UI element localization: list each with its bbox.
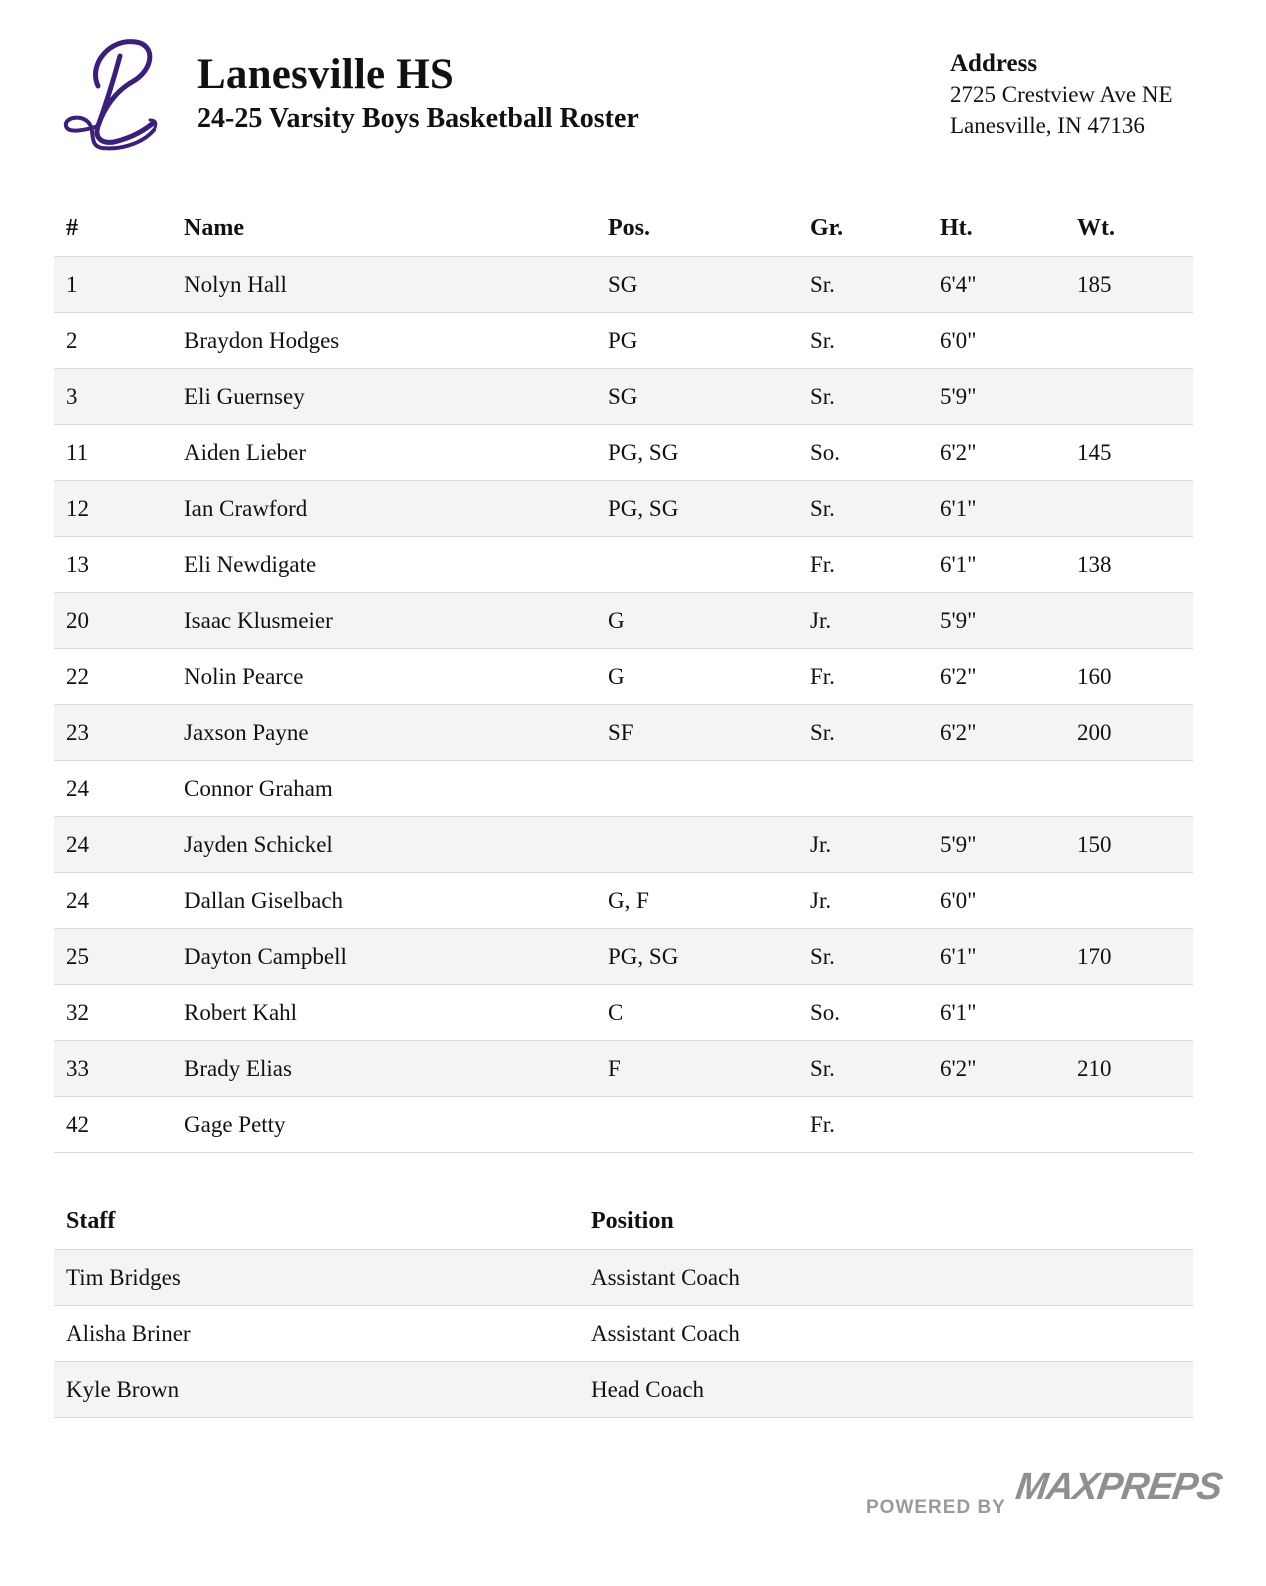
player-row [54, 313, 1193, 369]
player-position: SF [608, 705, 810, 761]
player-position [608, 817, 810, 873]
player-position: PG, SG [608, 481, 810, 537]
player-number: 24 [54, 873, 184, 929]
player-number: 32 [54, 985, 184, 1041]
player-grade: Fr. [810, 537, 940, 593]
player-weight [1077, 313, 1193, 369]
player-number: 2 [54, 313, 184, 369]
staff-header-row [54, 1193, 1193, 1250]
player-name: Eli Newdigate [184, 537, 608, 593]
column-header-weight: Wt. [1077, 200, 1193, 257]
player-row [54, 873, 1193, 929]
player-weight: 170 [1077, 929, 1193, 985]
player-height: 6'0" [940, 313, 1077, 369]
player-height: 6'2" [940, 705, 1077, 761]
column-header-number: # [54, 200, 184, 257]
player-number: 24 [54, 817, 184, 873]
maxpreps-logo[interactable]: MAXPREPS [1013, 1466, 1225, 1508]
player-height: 5'9" [940, 369, 1077, 425]
player-position: SG [608, 257, 810, 313]
player-number: 25 [54, 929, 184, 985]
player-grade: Sr. [810, 705, 940, 761]
player-row [54, 257, 1193, 313]
player-weight: 160 [1077, 649, 1193, 705]
player-grade [810, 761, 940, 817]
column-header-name: Name [184, 200, 608, 257]
staff-position: Assistant Coach [591, 1306, 1193, 1362]
player-weight [1077, 593, 1193, 649]
player-position: PG, SG [608, 929, 810, 985]
column-header-grade: Gr. [810, 200, 940, 257]
player-name: Eli Guernsey [184, 369, 608, 425]
player-grade: Sr. [810, 313, 940, 369]
roster-title: 24-25 Varsity Boys Basketball Roster [197, 103, 639, 134]
address-street: 2725 Crestview Ave NE [950, 82, 1173, 107]
player-name: Dayton Campbell [184, 929, 608, 985]
player-grade: Sr. [810, 369, 940, 425]
player-row [54, 537, 1193, 593]
player-name: Isaac Klusmeier [184, 593, 608, 649]
player-name: Jayden Schickel [184, 817, 608, 873]
player-name: Nolyn Hall [184, 257, 608, 313]
player-position [608, 761, 810, 817]
player-weight [1077, 369, 1193, 425]
school-logo [58, 34, 162, 156]
player-grade: Fr. [810, 1097, 940, 1153]
player-name: Ian Crawford [184, 481, 608, 537]
player-row [54, 481, 1193, 537]
staff-name: Tim Bridges [54, 1250, 591, 1306]
roster-header [0, 0, 1266, 180]
player-weight: 210 [1077, 1041, 1193, 1097]
player-position: G [608, 593, 810, 649]
player-position [608, 537, 810, 593]
powered-by-label: POWERED BY [866, 1497, 1006, 1518]
player-name: Braydon Hodges [184, 313, 608, 369]
player-row [54, 929, 1193, 985]
school-name: Lanesville HS [197, 51, 455, 98]
player-position: PG, SG [608, 425, 810, 481]
staff-table [54, 1193, 1193, 1418]
player-row [54, 985, 1193, 1041]
player-weight [1077, 1097, 1193, 1153]
player-grade: Jr. [810, 817, 940, 873]
column-header-height: Ht. [940, 200, 1077, 257]
player-number: 20 [54, 593, 184, 649]
player-name: Dallan Giselbach [184, 873, 608, 929]
player-name: Brady Elias [184, 1041, 608, 1097]
player-height [940, 1097, 1077, 1153]
player-position: G [608, 649, 810, 705]
player-name: Jaxson Payne [184, 705, 608, 761]
player-height [940, 761, 1077, 817]
staff-row [54, 1362, 1193, 1418]
player-height: 5'9" [940, 817, 1077, 873]
players-table [54, 200, 1193, 1153]
player-name: Nolin Pearce [184, 649, 608, 705]
player-row [54, 369, 1193, 425]
players-header-row [54, 200, 1193, 257]
player-weight [1077, 761, 1193, 817]
staff-row [54, 1306, 1193, 1362]
player-height: 6'1" [940, 985, 1077, 1041]
player-height: 6'1" [940, 929, 1077, 985]
address-city: Lanesville, IN 47136 [950, 113, 1145, 138]
player-weight: 145 [1077, 425, 1193, 481]
player-grade: So. [810, 985, 940, 1041]
player-weight [1077, 985, 1193, 1041]
column-header-staff-position: Position [591, 1193, 1193, 1250]
player-number: 3 [54, 369, 184, 425]
players-body [54, 257, 1193, 1153]
player-number: 1 [54, 257, 184, 313]
player-number: 42 [54, 1097, 184, 1153]
player-number: 24 [54, 761, 184, 817]
player-height: 6'2" [940, 649, 1077, 705]
player-position: SG [608, 369, 810, 425]
player-grade: Sr. [810, 257, 940, 313]
player-number: 22 [54, 649, 184, 705]
player-number: 33 [54, 1041, 184, 1097]
player-row [54, 425, 1193, 481]
address-label: Address [950, 50, 1038, 77]
player-number: 13 [54, 537, 184, 593]
player-position [608, 1097, 810, 1153]
column-header-position: Pos. [608, 200, 810, 257]
player-height: 6'2" [940, 1041, 1077, 1097]
player-weight: 150 [1077, 817, 1193, 873]
player-name: Aiden Lieber [184, 425, 608, 481]
player-grade: Jr. [810, 593, 940, 649]
staff-name: Alisha Briner [54, 1306, 591, 1362]
lanesville-script-l-icon [58, 34, 162, 156]
player-grade: Fr. [810, 649, 940, 705]
player-height: 6'1" [940, 537, 1077, 593]
player-row [54, 817, 1193, 873]
staff-name: Kyle Brown [54, 1362, 591, 1418]
player-weight: 200 [1077, 705, 1193, 761]
player-height: 6'0" [940, 873, 1077, 929]
player-height: 6'4" [940, 257, 1077, 313]
player-grade: Jr. [810, 873, 940, 929]
player-name: Connor Graham [184, 761, 608, 817]
player-row [54, 761, 1193, 817]
player-weight [1077, 481, 1193, 537]
player-number: 23 [54, 705, 184, 761]
player-name: Gage Petty [184, 1097, 608, 1153]
player-number: 12 [54, 481, 184, 537]
staff-body [54, 1250, 1193, 1418]
address-block [950, 48, 1173, 141]
player-grade: Sr. [810, 929, 940, 985]
player-row [54, 1097, 1193, 1153]
player-height: 6'2" [940, 425, 1077, 481]
player-height: 6'1" [940, 481, 1077, 537]
player-row [54, 1041, 1193, 1097]
player-row [54, 649, 1193, 705]
player-weight [1077, 873, 1193, 929]
column-header-staff: Staff [54, 1193, 591, 1250]
player-position: C [608, 985, 810, 1041]
player-weight: 185 [1077, 257, 1193, 313]
staff-position: Assistant Coach [591, 1250, 1193, 1306]
player-number: 11 [54, 425, 184, 481]
player-position: F [608, 1041, 810, 1097]
player-grade: Sr. [810, 481, 940, 537]
player-grade: So. [810, 425, 940, 481]
player-name: Robert Kahl [184, 985, 608, 1041]
powered-by-footer [866, 1466, 1225, 1526]
player-grade: Sr. [810, 1041, 940, 1097]
player-position: PG [608, 313, 810, 369]
player-position: G, F [608, 873, 810, 929]
staff-position: Head Coach [591, 1362, 1193, 1418]
player-height: 5'9" [940, 593, 1077, 649]
staff-row [54, 1250, 1193, 1306]
player-row [54, 705, 1193, 761]
player-row [54, 593, 1193, 649]
player-weight: 138 [1077, 537, 1193, 593]
